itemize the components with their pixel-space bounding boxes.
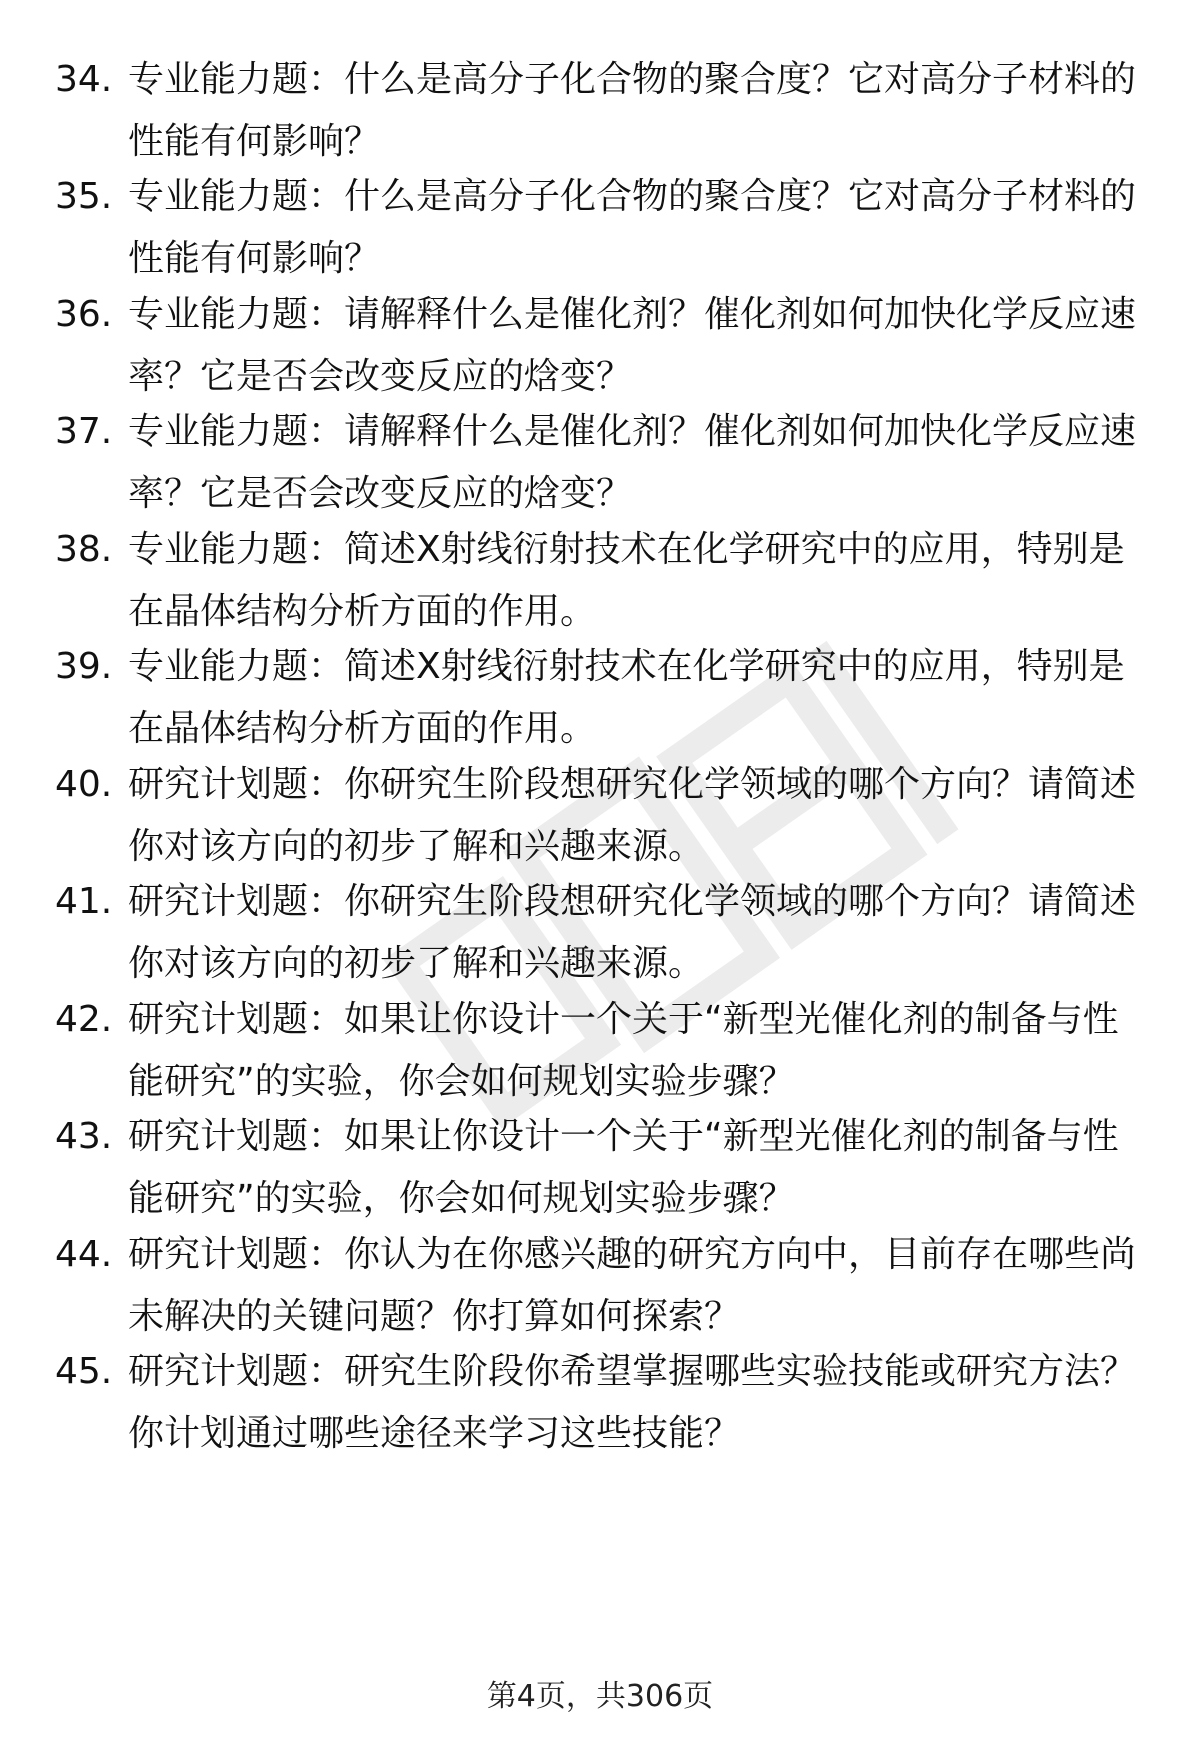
question-number: 35. [55, 176, 113, 217]
question-text-line: 专业能力题：什么是高分子化合物的聚合度？它对高分子材料的 [128, 59, 1137, 100]
question-text-line: 率？它是否会改变反应的焓变？ [128, 473, 633, 514]
question-text-line: 能研究”的实验，你会如何规划实验步骤？ [128, 1061, 795, 1102]
question-number: 44. [55, 1234, 113, 1275]
question-text-line: 在晶体结构分析方面的作用。 [128, 708, 597, 749]
question-text-line: 你对该方向的初步了解和兴趣来源。 [128, 826, 705, 867]
question-text-line: 研究计划题：研究生阶段你希望掌握哪些实验技能或研究方法？ [128, 1351, 1137, 1392]
question-number: 43. [55, 1116, 113, 1157]
question-text-line: 性能有何影响？ [128, 238, 381, 279]
question-number: 37. [55, 411, 113, 452]
question-number: 36. [55, 294, 113, 335]
question-text-line: 你计划通过哪些途径来学习这些技能？ [128, 1413, 741, 1454]
question-number: 41. [55, 881, 113, 922]
question-text-line: 研究计划题：你认为在你感兴趣的研究方向中，目前存在哪些尚 [128, 1234, 1137, 1275]
question-text-line: 研究计划题：你研究生阶段想研究化学领域的哪个方向？请简述 [128, 881, 1137, 922]
question-text-line: 专业能力题：请解释什么是催化剂？催化剂如何加快化学反应速 [128, 411, 1137, 452]
question-text-line: 性能有何影响？ [128, 121, 381, 162]
question-number: 42. [55, 999, 113, 1040]
question-number: 34. [55, 59, 113, 100]
question-text-line: 在晶体结构分析方面的作用。 [128, 591, 597, 632]
question-text-line: 率？它是否会改变反应的焓变？ [128, 356, 633, 397]
question-text-line: 专业能力题：简述X射线衍射技术在化学研究中的应用，特别是 [128, 646, 1125, 687]
question-number: 38. [55, 529, 113, 570]
question-text-line: 未解决的关键问题？你打算如何探索？ [128, 1296, 741, 1337]
question-text-line: 研究计划题：你研究生阶段想研究化学领域的哪个方向？请简述 [128, 764, 1137, 805]
question-number: 39. [55, 646, 113, 687]
question-number: 45. [55, 1351, 113, 1392]
question-text-line: 能研究”的实验，你会如何规划实验步骤？ [128, 1178, 795, 1219]
question-text-line: 你对该方向的初步了解和兴趣来源。 [128, 943, 705, 984]
question-text-line: 专业能力题：简述X射线衍射技术在化学研究中的应用，特别是 [128, 529, 1125, 570]
question-number: 40. [55, 764, 113, 805]
question-text-line: 研究计划题：如果让你设计一个关于“新型光催化剂的制备与性 [128, 1116, 1119, 1157]
question-text-line: 研究计划题：如果让你设计一个关于“新型光催化剂的制备与性 [128, 999, 1119, 1040]
question-text-line: 专业能力题：什么是高分子化合物的聚合度？它对高分子材料的 [128, 176, 1137, 217]
page-number-footer: 第4页，共306页 [486, 1679, 714, 1714]
question-text-line: 专业能力题：请解释什么是催化剂？催化剂如何加快化学反应速 [128, 294, 1137, 335]
